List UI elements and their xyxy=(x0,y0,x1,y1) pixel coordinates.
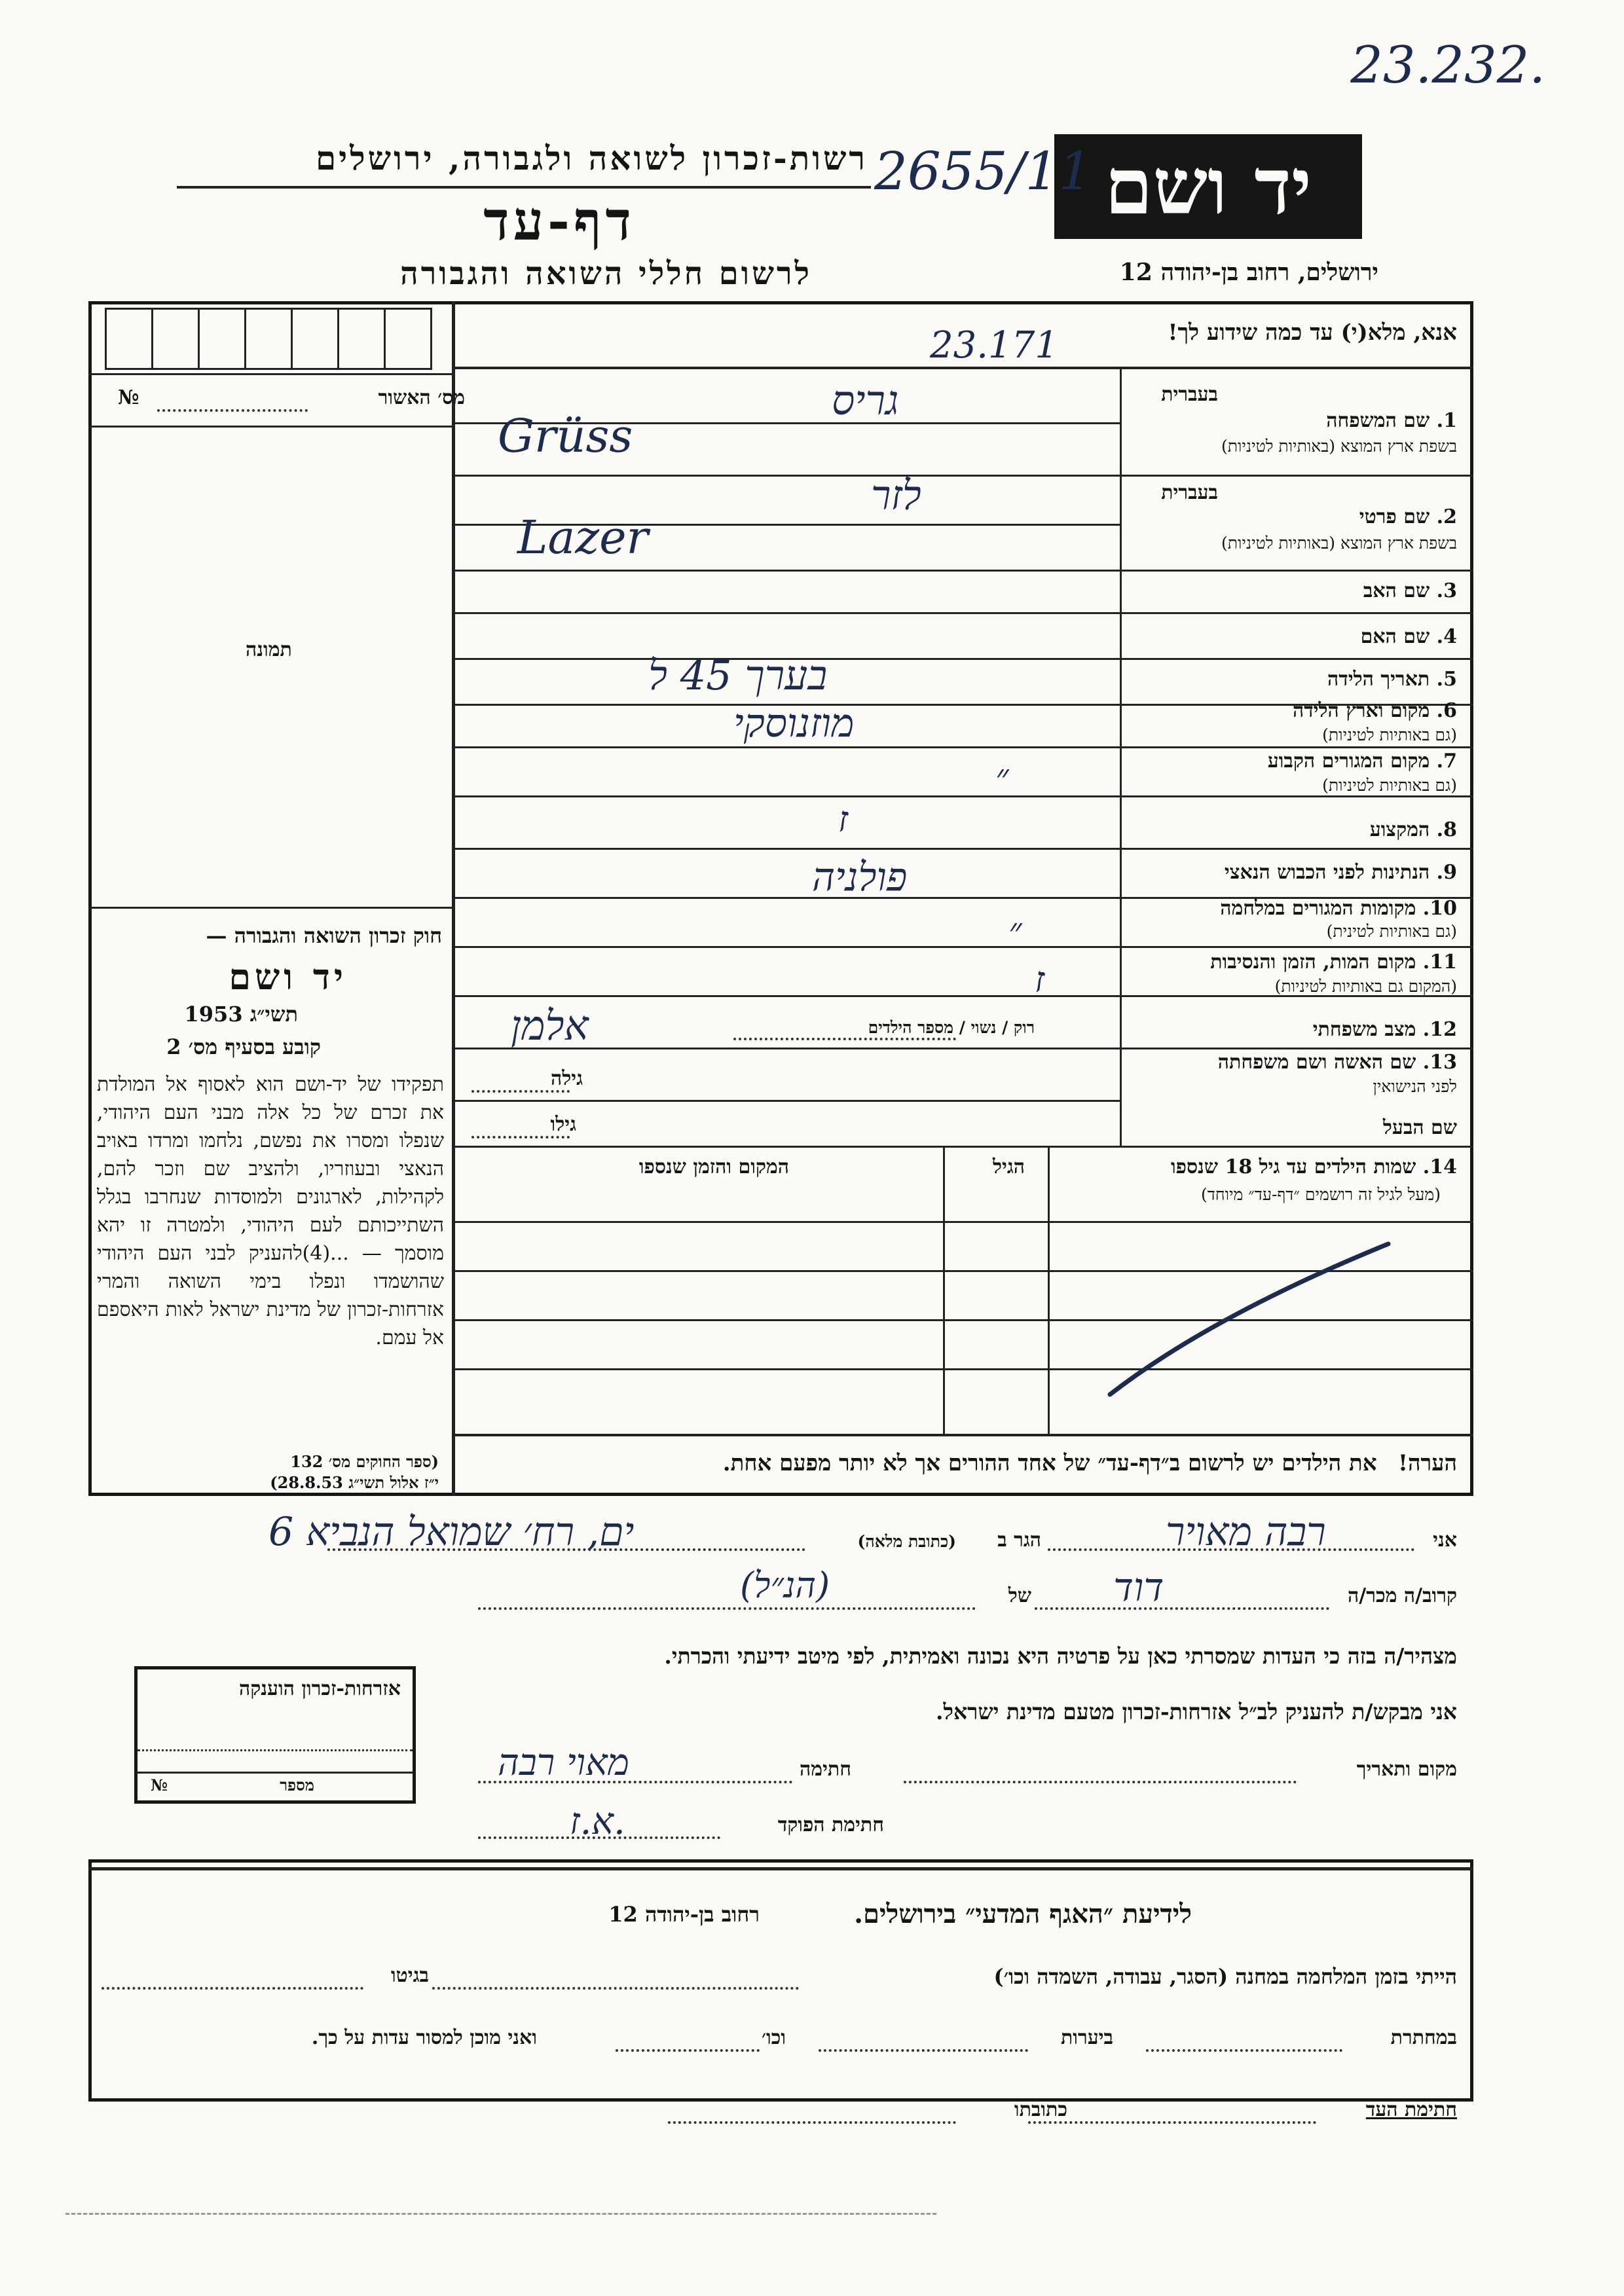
law-clause: קובע בסעיף מס׳ 2 xyxy=(166,1034,321,1059)
approval-no: № xyxy=(118,386,139,409)
hw-of-whom: (הנ״ל) xyxy=(740,1565,830,1606)
wife-age-dots xyxy=(471,1090,570,1093)
request-line xyxy=(452,367,1473,369)
law-heading: חוק זכרון השואה והגבורה — xyxy=(206,923,442,948)
hw-informant-address: ים, רח׳ שמואל הנביא 6 xyxy=(268,1509,635,1555)
hw-first-heb: לזר xyxy=(871,471,921,519)
decl-request: אני מבקש/ת להעניק לב״ל אזרחות-זכרון מטעם מדינת ישראל. xyxy=(936,1699,1457,1724)
bottom-witness-sig: חתימת העד xyxy=(1365,2098,1457,2121)
field-citizenship: 9. הנתינות לפני הכבוש הנאצי xyxy=(1224,861,1457,884)
hw-officer-sig: א.ז. xyxy=(570,1800,625,1843)
form-subtitle: לרשום חללי השואה והגבורה xyxy=(400,255,812,292)
handwritten-number: 23.171 xyxy=(930,324,1058,367)
decl-signature: חתימה xyxy=(800,1758,851,1781)
header-underline xyxy=(177,186,871,189)
fill-request: אנא, מלא(י) עד כמה שידוע לך! xyxy=(1168,319,1457,346)
row-line xyxy=(452,1146,1473,1148)
bottom-camp-dots xyxy=(432,1987,799,1990)
field-wartime-residence: 10. מקומות המגורים במלחמה xyxy=(1220,897,1457,920)
field-wartime-residence-sub: (גם באותיות לטינית) xyxy=(1326,922,1457,941)
bottom-address: רחוב בן-יהודה 12 xyxy=(608,1902,760,1927)
field-marital-status: 12. מצב משפחתי xyxy=(1312,1018,1457,1041)
field-father-name: 3. שם האב xyxy=(1363,579,1457,602)
field-children-sub: (מעל לגיל זה רושמים ״דף-עד״ מיוחד) xyxy=(1201,1185,1441,1204)
note-label: הערה! xyxy=(1398,1450,1457,1476)
hw-dash-death: ז xyxy=(1035,959,1045,1000)
row-line xyxy=(452,848,1473,850)
approval-label: מס׳ האשור xyxy=(378,386,465,409)
in-hebrew-2: בעברית xyxy=(1161,481,1218,504)
row-line xyxy=(452,570,1473,572)
children-count-dots xyxy=(733,1038,956,1040)
decl-resides: הגר ב xyxy=(997,1529,1041,1552)
field-birth-place-sub: (גם באותיות לטיניות) xyxy=(1322,725,1457,744)
field-birth-date: 5. תאריך הלידה xyxy=(1327,668,1457,691)
field-birth-place: 6. מקום וארץ הלידה xyxy=(1292,699,1457,722)
label-column-divider xyxy=(1120,367,1122,1146)
row-line xyxy=(452,658,1473,660)
bottom-ready: ואני מוכן למסור עדות על כך. xyxy=(311,2026,537,2049)
field-mother-name: 4. שם האם xyxy=(1360,625,1457,648)
row-line xyxy=(452,1100,1120,1102)
bottom-underground-dots xyxy=(1146,2049,1342,2052)
field-family-name-sub: בשפת ארץ המוצא (באותיות לטיניות) xyxy=(1221,437,1457,456)
bottom-ghetto-dots xyxy=(101,1987,363,1990)
yad-vashem-logo xyxy=(1054,134,1362,239)
note-row xyxy=(723,1450,1457,1476)
decl-relation-dots xyxy=(1035,1607,1329,1610)
decl-relative: קרוב/ה מכר/ה xyxy=(1348,1584,1457,1607)
hw-birth-date: בערך 45 ל xyxy=(648,651,828,699)
decl-of-dots xyxy=(478,1607,976,1610)
note-text: את הילדים יש לרשום ב״דף-עד״ של אחד ההורים אך לא יותר מפעם אחת. xyxy=(722,1450,1377,1476)
yad-vashem-address: ירושלים, רחוב בן-יהודה 12 xyxy=(1119,259,1378,286)
hw-ditto-residence: ״ xyxy=(995,756,1009,797)
law-top-line xyxy=(88,907,452,909)
law-text: תפקידו של יד-ושם הוא לאסוף אל המולדת את זכרם של כל אלה מבני העם היהודי, שנפלו ומסרו את נפשם, נלחמו ומרדו באויב הנאצי ובעוזריו, ולהציב שם וזכר להם, לקהילות, לארגונים ולמוסדות שנחרבו בגלל השתייכותם לעם היהודי, ולמטרה זו יהא מוסמך — ...(4)להעניק לבני העם היהודי שהושמדו ונפלו בימי השואה והמרי אזרחות-זכרון של מדינת ישראל לאות היאספם אל עמם. xyxy=(97,1073,445,1349)
hw-birth-place: מוזנוסקי xyxy=(733,701,855,746)
decl-place-date: מקום ותאריך xyxy=(1356,1758,1457,1781)
bottom-ghetto: בגיטו xyxy=(390,1964,429,1987)
approval-line xyxy=(88,426,452,428)
marital-options: רוק / נשוי / מספר הילדים xyxy=(868,1018,1035,1037)
field-first-name-sub: בשפת ארץ המוצא (באותיות לטיניות) xyxy=(1221,534,1457,553)
field-first-name: 2. שם פרטי xyxy=(1359,505,1457,528)
form-title: דף-עד xyxy=(483,190,635,253)
husband-age-dots xyxy=(471,1136,570,1139)
cert-box xyxy=(134,1666,416,1804)
law-year: תשי״ג 1953 xyxy=(184,1002,298,1027)
field-wife-name: 13. שם האשה ושם משפחתה xyxy=(1217,1051,1457,1074)
field-family-name: 1. שם המשפחה xyxy=(1326,409,1457,432)
hw-ditto-wartime: ״ xyxy=(1008,910,1022,951)
bottom-witness-dots xyxy=(1028,2121,1316,2124)
hw-citizenship: פולניה xyxy=(812,854,908,900)
children-strike-line xyxy=(1048,1231,1401,1408)
field-death-place-sub: (המקום גם באותיות לטיניות) xyxy=(1274,977,1457,996)
field-profession: 8. המקצוע xyxy=(1369,818,1457,841)
law-date: י״ז אלול תשי״ג 28.8.53) xyxy=(270,1473,439,1492)
decl-statement: מצהיר/ה בזה כי העדות שמסרתי כאן על פרטיה היא נכונה ואמיתית, לפי מיטב ידיעתי והכרתי. xyxy=(664,1643,1457,1669)
children-row-line xyxy=(452,1221,1473,1223)
field-permanent-residence: 7. מקום המגורים הקבוע xyxy=(1267,750,1457,773)
field-wife-name-sub: לפני הנישואין xyxy=(1373,1077,1457,1096)
row-line xyxy=(452,612,1473,614)
age-label-husband: גילו xyxy=(550,1113,576,1136)
cut-line xyxy=(65,2213,936,2215)
bottom-title: לידיעת ״האגף המדעי״ בירושלים. xyxy=(854,1899,1192,1929)
code-box-line xyxy=(88,373,452,375)
law-name: יד ושם xyxy=(229,956,347,998)
logo-text: יד ושם xyxy=(1104,141,1312,232)
bottom-double-line xyxy=(88,1867,1473,1870)
hw-first-lat: Lazer xyxy=(517,511,648,564)
bottom-etc-dots xyxy=(616,2049,760,2052)
hw-family-lat: Grüss xyxy=(498,409,633,463)
row-line xyxy=(452,475,1473,477)
in-hebrew-1: בעברית xyxy=(1161,383,1218,406)
decl-address-hint: (כתובת מלאה) xyxy=(857,1532,956,1551)
cert-title: אזרחות-זכרון הוענקה xyxy=(238,1677,401,1700)
bottom-line1: הייתי בזמן המלחמה במחנה (הסגר, עבודה, השמדה וכו׳) xyxy=(993,1964,1457,1989)
cert-number-label: מספר xyxy=(280,1776,314,1795)
row-line xyxy=(452,1048,1473,1049)
bottom-forests: ביערות xyxy=(1060,2026,1113,2049)
hw-marital: אלמן xyxy=(511,1002,589,1049)
hw-dash-profession: ז xyxy=(838,799,849,840)
bottom-etc: וכו׳ xyxy=(762,2026,786,2049)
field-children: 14. שמות הילדים עד גיל 18 שנספו xyxy=(1170,1156,1457,1178)
approval-dots xyxy=(157,409,308,412)
row-line xyxy=(452,946,1473,948)
decl-i: אני xyxy=(1433,1529,1457,1552)
hw-family-heb: גריס xyxy=(832,376,899,424)
hw-informant: רבה מאויר xyxy=(1166,1509,1326,1555)
field-death-place: 11. מקום המות, הזמן והנסיבות xyxy=(1210,951,1457,974)
hw-relation: דוד xyxy=(1113,1565,1164,1611)
decl-address-dots xyxy=(327,1548,805,1551)
bottom-address-dots xyxy=(668,2121,956,2124)
children-bottom-line xyxy=(452,1434,1473,1436)
bottom-address-label: כתובתו xyxy=(1014,2098,1067,2121)
form-number: 2655/11 xyxy=(874,141,1092,202)
decl-place-date-dots xyxy=(904,1781,1297,1783)
row-line xyxy=(452,746,1473,748)
children-col-divider xyxy=(943,1146,945,1434)
field-permanent-residence-sub: (גם באותיות לטיניות) xyxy=(1322,776,1457,795)
field-husband-name: שם הבעל xyxy=(1382,1116,1457,1139)
code-boxes xyxy=(105,308,432,370)
decl-officer: חתימת הפוקד xyxy=(777,1813,884,1836)
age-label-wife: גילה xyxy=(550,1067,583,1090)
cert-no: № xyxy=(151,1776,168,1795)
col-age: הגיל xyxy=(992,1156,1025,1178)
authority-name: רשות-זכרון לשואה ולגבורה, ירושלים xyxy=(315,139,868,177)
hw-signature: מאוי רבה xyxy=(498,1741,629,1784)
law-ref: (ספר החוקים מס׳ 132 xyxy=(290,1452,439,1471)
decl-of: של xyxy=(1008,1584,1031,1607)
photo-label: תמונה xyxy=(246,638,292,661)
row-line xyxy=(452,795,1473,797)
bottom-underground: במחתרת xyxy=(1390,2026,1457,2049)
col-place-time: המקום והזמן שנספו xyxy=(638,1156,789,1178)
archive-number: 23.232. xyxy=(1350,36,1545,95)
bottom-forests-dots xyxy=(819,2049,1028,2052)
